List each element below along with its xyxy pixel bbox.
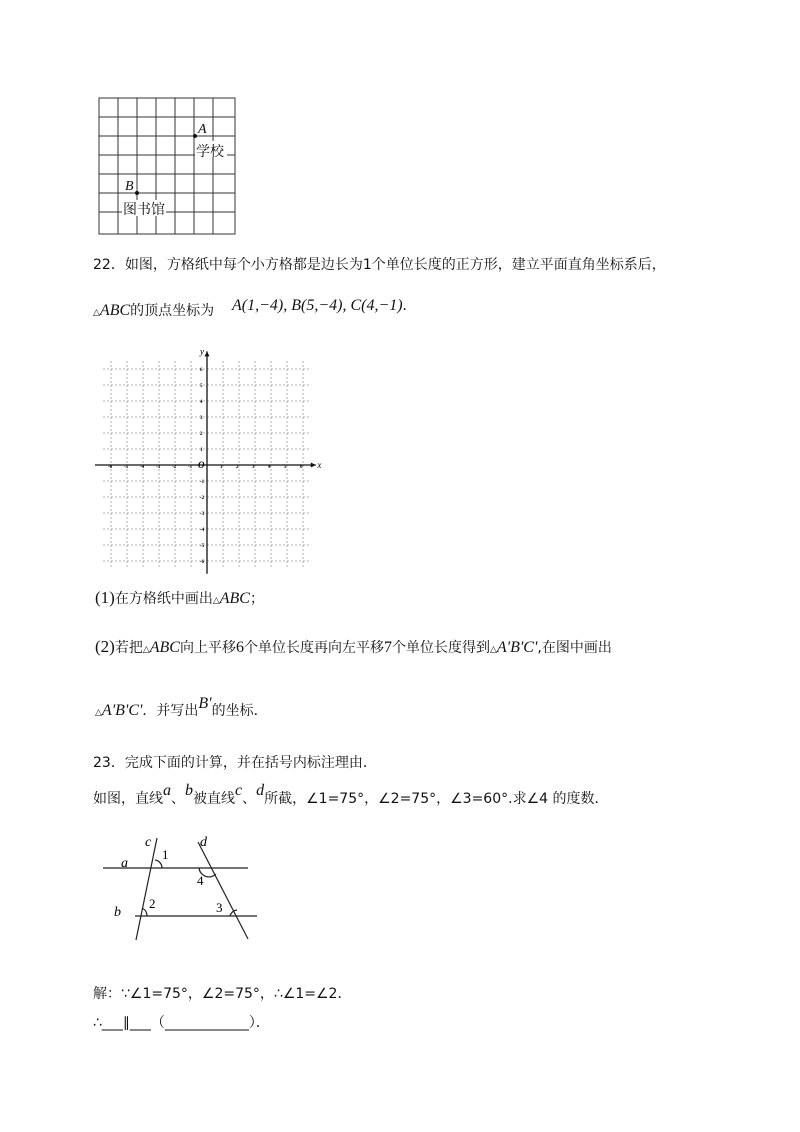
part1-text: 在方格纸中画出 xyxy=(114,591,213,607)
y-tick-label: -4 xyxy=(200,528,205,533)
angle-1-label: 1 xyxy=(162,847,169,862)
part2-text-f: ．并写出 xyxy=(142,703,199,719)
triangle-symbol: △ xyxy=(489,645,497,655)
var-c: c xyxy=(235,782,243,799)
line-c xyxy=(136,838,157,940)
statement-part-c: 所截，∠1=75°，∠2=75°，∠3=60°.求∠4 的度数． xyxy=(264,791,609,807)
origin-label: O xyxy=(198,460,205,470)
q23-title-text: 完成下面的计算，并在括号内标注理由． xyxy=(124,755,377,771)
x-tick-label: 2 xyxy=(236,465,239,470)
triangle-symbol: △ xyxy=(95,708,102,718)
point-a-caption: 学校 xyxy=(196,144,224,160)
q22-intro xyxy=(93,254,666,274)
b-prime: B' xyxy=(198,695,212,712)
triangle-abc: ABC xyxy=(149,639,180,656)
y-tick-label: -1 xyxy=(200,480,205,485)
x-tick-label: 1 xyxy=(220,465,223,470)
part2-line xyxy=(95,637,612,657)
solution-line-1: 解：∵∠1=75°，∠2=75°，∴∠1=∠2． xyxy=(93,986,352,1002)
y-tick-label: 2 xyxy=(200,432,203,437)
x-tick-label: -1 xyxy=(188,465,193,470)
diagram-label-a: a xyxy=(121,856,128,871)
diagram-label-b: b xyxy=(114,905,121,920)
triangle-symbol: △ xyxy=(142,645,150,655)
q23-title xyxy=(93,752,377,772)
diagram-label-d: d xyxy=(200,835,207,850)
part2-number: (2) xyxy=(95,637,115,656)
var-b: b xyxy=(185,782,193,799)
point-a-marker xyxy=(193,134,197,138)
coords-text: A(1,−4), B(5,−4), C(4,−1) xyxy=(232,297,403,314)
q22-vertices-line xyxy=(93,300,214,320)
angle-4-label: 4 xyxy=(197,873,204,888)
part1-line xyxy=(95,588,264,608)
y-axis-arrow xyxy=(205,351,210,356)
y-tick-label: -6 xyxy=(200,560,205,565)
q23-number: 23． xyxy=(93,755,125,771)
part2-text-b: 向上平移 xyxy=(179,640,236,656)
point-b-label: B xyxy=(125,179,134,194)
y-tick-label: -2 xyxy=(200,496,205,501)
vertices-text: 的顶点坐标为 xyxy=(130,303,215,319)
separator: 、 xyxy=(171,791,185,807)
triangle-abc-prime: A'B'C' xyxy=(496,639,538,656)
coordinate-plane xyxy=(95,342,325,574)
point-b-caption: 图书馆 xyxy=(123,202,165,218)
x-tick-label: -4 xyxy=(140,465,145,470)
triangle-symbol: △ xyxy=(212,596,220,606)
y-tick-label: 6 xyxy=(200,368,203,373)
triangle-abc: ABC xyxy=(99,302,131,319)
map-grid xyxy=(95,96,240,236)
x-tick-label: 3 xyxy=(252,465,255,470)
coords-period: . xyxy=(402,297,407,314)
part2-line2 xyxy=(95,695,268,720)
y-tick-label: 4 xyxy=(200,400,203,405)
angle-3-label: 3 xyxy=(216,900,223,915)
y-axis-label: y xyxy=(200,346,204,357)
var-d: d xyxy=(256,782,265,799)
y-tick-label: 5 xyxy=(200,384,203,389)
line-d xyxy=(198,842,248,939)
statement-part-b: 被直线 xyxy=(193,791,235,807)
x-tick-label: 6 xyxy=(300,465,303,470)
x-tick-label: -2 xyxy=(172,465,177,470)
triangle-symbol: △ xyxy=(93,308,100,318)
y-tick-label: 1 xyxy=(200,448,203,453)
point-a-label: A xyxy=(198,122,207,137)
angle-2-label: 2 xyxy=(149,896,156,911)
x-tick-label: -3 xyxy=(156,465,161,470)
part2-left-value: 7 xyxy=(383,639,392,656)
separator: 、 xyxy=(242,791,257,807)
x-axis-arrow xyxy=(311,463,316,468)
parallel-lines-diagram xyxy=(95,830,265,945)
y-tick-label: -3 xyxy=(200,512,205,517)
part1-number: (1) xyxy=(95,588,115,607)
x-tick-label: 5 xyxy=(284,465,287,470)
q22-intro-text: 如图，方格纸中每个小方格都是边长为1个单位长度的正方形，建立平面直角坐标系后， xyxy=(124,257,666,273)
x-tick-label: 4 xyxy=(268,465,271,470)
part2-up-value: 6 xyxy=(235,639,244,656)
x-tick-label: -6 xyxy=(108,465,113,470)
q22-number: 22． xyxy=(93,257,125,273)
y-tick-label: -5 xyxy=(200,544,205,549)
diagram-label-c: c xyxy=(145,835,152,850)
statement-part-a: 如图，直线 xyxy=(93,791,163,807)
point-b-marker xyxy=(135,191,139,195)
q23-statement xyxy=(93,782,609,808)
triangle-abc: ABC xyxy=(219,590,250,607)
part2-text-c: 个单位长度再向左平移 xyxy=(243,640,384,656)
part1-tail: ； xyxy=(249,591,264,607)
triangle-abc-prime: A'B'C' xyxy=(101,702,143,719)
solution-line-2: ∴___∥___（____________）． xyxy=(93,1015,270,1031)
part2-text-d: 个单位长度得到 xyxy=(391,640,490,656)
vertex-coordinates xyxy=(232,297,407,315)
x-tick-label: -5 xyxy=(124,465,129,470)
part2-text-a: 若把 xyxy=(114,640,143,656)
angle-1-arc xyxy=(155,860,162,868)
y-tick-label: 3 xyxy=(200,416,203,421)
part2-text-e: ,在图中画出 xyxy=(537,640,612,656)
var-a: a xyxy=(163,782,171,799)
part2-text-g: 的坐标． xyxy=(211,703,268,719)
x-axis-label: x xyxy=(317,460,322,470)
